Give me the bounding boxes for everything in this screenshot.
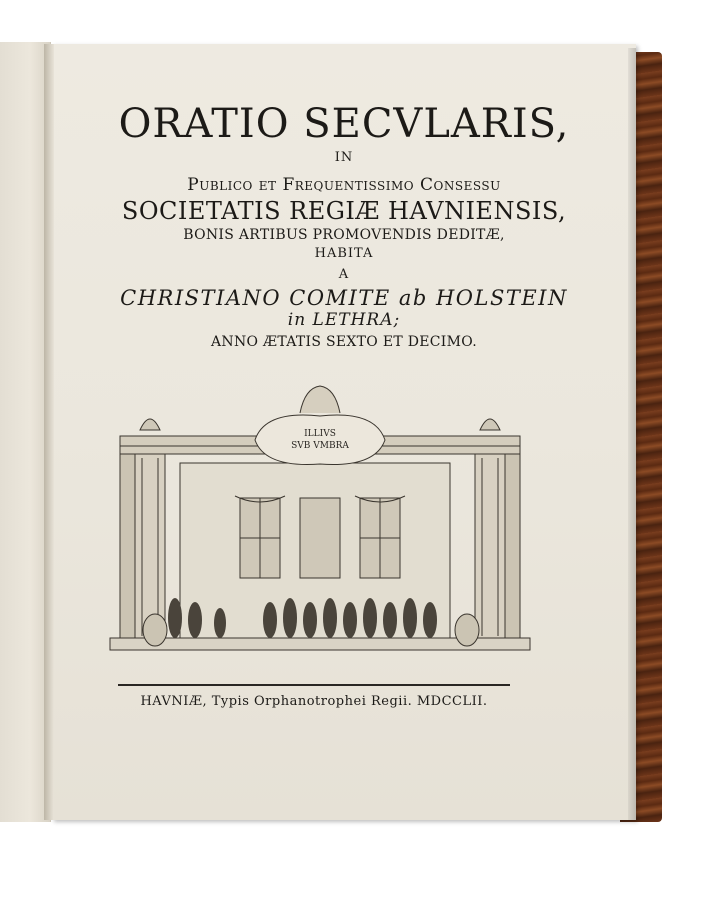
title-line-4: SOCIETATIS REGIÆ HAVNIENSIS,: [121, 197, 567, 225]
imprint-rule: [118, 684, 510, 686]
title-a: A: [338, 267, 350, 282]
title-line-3: Publico et Frequentissimo Consessu: [187, 175, 501, 195]
title-place: in LETHRA;: [287, 310, 401, 330]
main-title: ORATIO SECVLARIS,: [118, 101, 570, 147]
cartouche-line-2: SVB VMBRA: [291, 441, 349, 451]
cartouche-line-1: ILLIVS: [304, 429, 336, 439]
title-age: ANNO ÆTATIS SEXTO ET DECIMO.: [211, 334, 477, 350]
title-in: IN: [334, 150, 354, 165]
imprint: HAVNIÆ, Typis Orphanotrophei Regii. MDCCLII.: [140, 694, 488, 709]
title-block: [52, 100, 636, 350]
title-habita: HABITA: [314, 246, 374, 261]
title-line-5: BONIS ARTIBUS PROMOVENDIS DEDITÆ,: [183, 227, 505, 243]
title-author: CHRISTIANO COMITE ab HOLSTEIN: [120, 286, 568, 310]
engraving-illustration: [95, 368, 545, 668]
